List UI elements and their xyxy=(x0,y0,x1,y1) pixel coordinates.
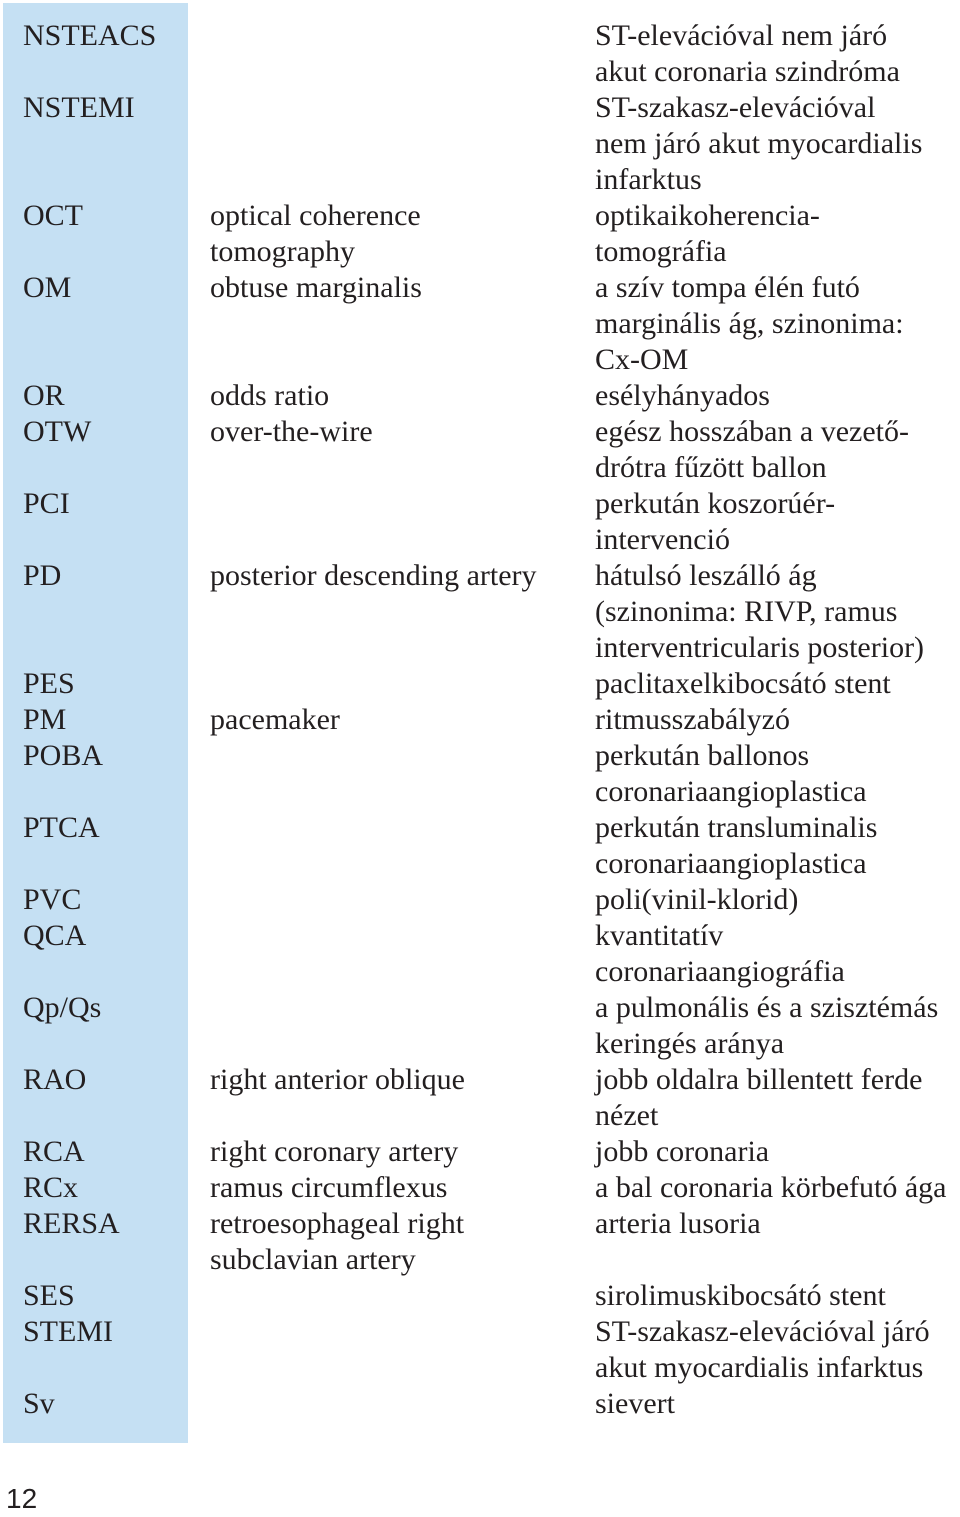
glossary-row-pm xyxy=(0,702,960,738)
glossary-row-sv xyxy=(0,1386,960,1422)
abbreviation: OR xyxy=(23,379,65,412)
hungarian-term: ST-szakasz-elevációval nem járó akut myocardialis infarktus xyxy=(595,91,923,196)
glossary-row-nstemi xyxy=(0,90,960,198)
english-term: posterior descending artery xyxy=(210,559,537,592)
glossary-table xyxy=(0,18,960,1422)
hungarian-term: ST-szakasz-elevációval járó akut myocardialis infarktus xyxy=(595,1315,930,1384)
abbreviation: NSTEACS xyxy=(23,19,157,52)
english-term: over-the-wire xyxy=(210,415,373,448)
glossary-row-ses xyxy=(0,1278,960,1314)
hungarian-term: esélyhányados xyxy=(595,379,770,412)
hungarian-term: sirolimuskibocsátó stent xyxy=(595,1279,886,1312)
abbreviation: PM xyxy=(23,703,67,736)
glossary-row-qp-qs xyxy=(0,990,960,1062)
glossary-row-pd xyxy=(0,558,960,666)
abbreviation: Sv xyxy=(23,1387,55,1420)
abbreviation: PD xyxy=(23,559,62,592)
hungarian-term: perkután koszorúér- intervenció xyxy=(595,487,836,556)
hungarian-term: ST-elevációval nem járó akut coronaria szindróma xyxy=(595,19,900,88)
abbreviation: SES xyxy=(23,1279,75,1312)
glossary-row-ptca xyxy=(0,810,960,882)
hungarian-term: jobb oldalra billentett ferde nézet xyxy=(595,1063,923,1132)
hungarian-term: hátulsó leszálló ág (szinonima: RIVP, ramus interventricularis posterior) xyxy=(595,559,925,664)
abbreviation: PVC xyxy=(23,883,82,916)
hungarian-term: paclitaxelkibocsátó stent xyxy=(595,667,891,700)
glossary-row-rao xyxy=(0,1062,960,1134)
hungarian-term: perkután ballonos coronariaangioplastica xyxy=(595,739,867,808)
hungarian-term: jobb coronaria xyxy=(595,1135,770,1168)
abbreviation: PES xyxy=(23,667,75,700)
glossary-row-rersa xyxy=(0,1206,960,1278)
hungarian-term: a pulmonális és a szisztémás keringés aránya xyxy=(595,991,939,1060)
abbreviation: NSTEMI xyxy=(23,91,135,124)
abbreviation: STEMI xyxy=(23,1315,113,1348)
hungarian-term: poli(vinil-klorid) xyxy=(595,883,799,916)
abbreviation: POBA xyxy=(23,739,104,772)
glossary-row-otw xyxy=(0,414,960,486)
hungarian-term: a szív tompa élén futó marginális ág, szinonima: Cx-OM xyxy=(595,271,904,376)
glossary-row-poba xyxy=(0,738,960,810)
glossary-row-nsteacs xyxy=(0,18,960,90)
abbreviation: PCI xyxy=(23,487,70,520)
hungarian-term: egész hosszában a vezető- drótra fűzött ballon xyxy=(595,415,910,484)
abbreviation: OM xyxy=(23,271,72,304)
english-term: pacemaker xyxy=(210,703,340,736)
glossary-row-rcx xyxy=(0,1170,960,1206)
hungarian-term: sievert xyxy=(595,1387,675,1420)
english-term: right anterior oblique xyxy=(210,1063,465,1096)
abbreviation: Qp/Qs xyxy=(23,991,102,1024)
glossary-row-pci xyxy=(0,486,960,558)
english-term: odds ratio xyxy=(210,379,330,412)
abbreviation: PTCA xyxy=(23,811,100,844)
hungarian-term: kvantitatív coronariaangiográfia xyxy=(595,919,845,988)
glossary-row-pes xyxy=(0,666,960,702)
hungarian-term: arteria lusoria xyxy=(595,1207,761,1240)
abbreviation: OTW xyxy=(23,415,92,448)
glossary-row-om xyxy=(0,270,960,378)
hungarian-term: a bal coronaria körbefutó ága xyxy=(595,1171,947,1204)
page-number: 12 xyxy=(6,1483,38,1514)
abbreviation: RCA xyxy=(23,1135,85,1168)
abbreviation: RCx xyxy=(23,1171,79,1204)
hungarian-term: ritmusszabályzó xyxy=(595,703,790,736)
hungarian-term: perkután transluminalis coronariaangioplastica xyxy=(595,811,878,880)
glossary-row-rca xyxy=(0,1134,960,1170)
abbreviation: RERSA xyxy=(23,1207,120,1240)
glossary-row-qca xyxy=(0,918,960,990)
abbreviation: QCA xyxy=(23,919,87,952)
glossary-row-or xyxy=(0,378,960,414)
abbreviation: OCT xyxy=(23,199,83,232)
glossary-row-oct xyxy=(0,198,960,270)
english-term: retroesophageal right subclavian artery xyxy=(210,1207,465,1276)
glossary-row-stemi xyxy=(0,1314,960,1386)
english-term: ramus circumflexus xyxy=(210,1171,448,1204)
english-term: right coronary artery xyxy=(210,1135,459,1168)
glossary-row-pvc xyxy=(0,882,960,918)
abbreviation: RAO xyxy=(23,1063,87,1096)
english-term: obtuse marginalis xyxy=(210,271,422,304)
hungarian-term: optikaikoherencia- tomográfia xyxy=(595,199,820,268)
english-term: optical coherence tomography xyxy=(210,199,421,268)
